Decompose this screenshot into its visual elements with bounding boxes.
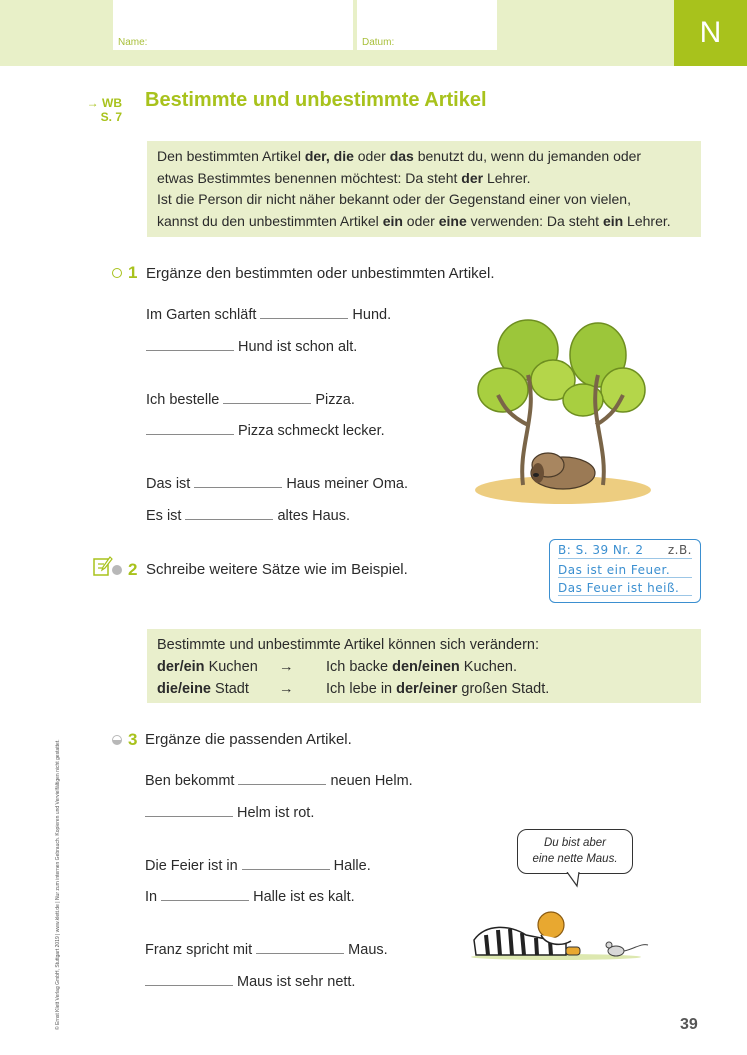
blank-input[interactable] [242,858,330,870]
blank-input[interactable] [161,889,249,901]
pencil-write-icon [92,555,114,577]
blank-input[interactable] [260,307,348,319]
rule-row: die/eine Stadt → Ich lebe in der/einer großen Stadt. [157,678,691,700]
intro-line-4: kannst du den unbestimmten Artikel ein oder eine verwenden: Da steht ein Lehrer. [157,212,671,229]
date-field[interactable] [357,0,497,50]
exercise-3-number: 3 [128,730,138,749]
arrow-icon: → [279,681,294,697]
example-line-2: Das Feuer ist heiß. [558,581,680,595]
ex3-line-5: Franz spricht mit Maus. [145,942,388,958]
speech-bubble: Du bist aber eine nette Maus. [517,829,633,874]
intro-line-1: Den bestimmten Artikel der, die oder das benutzt du, wenn du jemanden oder [157,148,642,164]
wb-ref-line1: → WB [86,96,122,110]
exercise-1-header [112,263,143,283]
rule-info-box [147,629,701,703]
blank-input[interactable] [238,773,326,785]
blank-input[interactable] [146,339,234,351]
blank-input[interactable] [145,974,233,986]
intro-line-3: Ist die Person dir nicht näher bekannt oder der Gegenstand einer von vielen, [157,191,631,207]
example-ref-line: B: S. 39 Nr. 2 z.B. [558,543,692,557]
header-band [0,0,747,66]
blank-input[interactable] [145,805,233,817]
exercise-2-number: 2 [128,560,138,579]
name-label: Name: [118,37,148,48]
blank-input[interactable] [146,423,234,435]
ex1-line-6: Es ist altes Haus. [146,508,350,524]
arrow-icon: → [279,659,294,675]
intro-info-box [147,141,701,237]
difficulty-medium-icon [112,565,122,575]
example-line-1: Das ist ein Feuer. [558,563,671,577]
example-rule [558,577,692,578]
rule-row: der/ein Kuchen → Ich backe den/einen Kuchen. [157,656,691,678]
workbook-reference [78,96,122,124]
section-tab: N [674,0,747,66]
ex3-line-4: In Halle ist es kalt. [145,889,355,905]
blank-input[interactable] [256,942,344,954]
example-box [549,539,701,603]
exercise-2-header [112,560,143,580]
ex1-line-5: Das ist Haus meiner Oma. [146,476,409,492]
example-rule [558,558,692,559]
blank-input[interactable] [194,476,282,488]
ex3-line-3: Die Feier ist in Halle. [145,858,371,874]
exercise-1-number: 1 [128,263,138,282]
wb-ref-line2: S. 7 [100,110,122,124]
page-title: Bestimmte und unbestimmte Artikel [145,89,487,111]
ex1-line-1: Im Garten schläft Hund. [146,307,392,323]
name-field[interactable] [113,0,353,50]
tree-dog-illustration [468,305,658,515]
ex1-line-2: Hund ist schon alt. [146,339,357,355]
ex1-line-3: Ich bestelle Pizza. [146,392,355,408]
example-rule [558,595,692,596]
ex3-line-2: Helm ist rot. [145,805,314,821]
exercise-2-instruction: Schreibe weitere Sätze wie im Beispiel. [146,561,408,578]
zebra-mouse-illustration [466,895,656,965]
blank-input[interactable] [223,392,311,404]
exercise-3-instruction: Ergänze die passenden Artikel. [145,731,352,748]
date-label: Datum: [362,37,395,48]
ex3-line-6: Maus ist sehr nett. [145,974,355,990]
exercise-1-instruction: Ergänze den bestimmten oder unbestimmten Artikel. [146,265,495,282]
page-number: 39 [680,1016,698,1033]
blank-input[interactable] [185,508,273,520]
ex3-line-1: Ben bekommt neuen Helm. [145,773,413,789]
rule-title: Bestimmte und unbestimmte Artikel können sich verändern: [157,637,540,653]
ex1-line-4: Pizza schmeckt lecker. [146,423,385,439]
difficulty-half-icon [112,735,122,745]
copyright-notice: © Ernst Klett Verlag GmbH, Stuttgart 2019 | www.klett.de | Nur zum internen Gebrauch. Kopieren und Vervielfältigen nicht gestattet. [55,739,61,1030]
intro-line-2: etwas Bestimmtes benennen möchtest: Da steht der Lehrer. [157,169,531,186]
exercise-3-header [112,730,143,750]
difficulty-easy-icon [112,268,122,278]
speech-tail [565,872,585,888]
